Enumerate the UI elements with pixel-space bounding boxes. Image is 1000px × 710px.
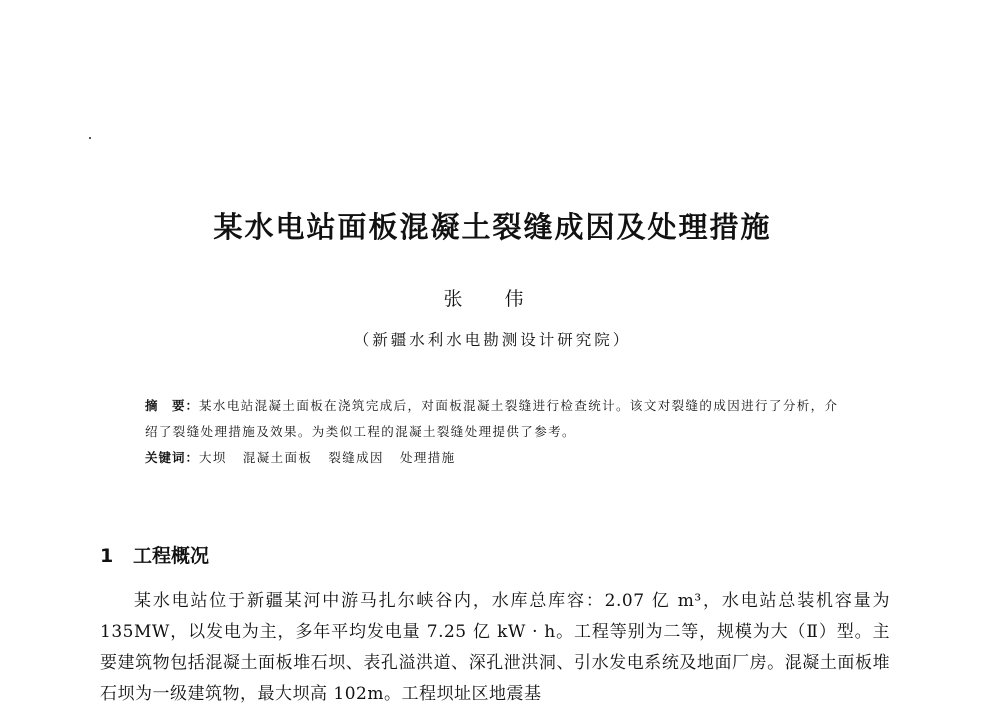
abstract-block	[145, 393, 850, 471]
section-heading	[100, 541, 209, 568]
keyword: 处理措施	[399, 450, 456, 465]
abstract-text: 某水电站混凝土面板在浇筑完成后，对面板混凝土裂缝进行检查统计。该文对裂缝的成因进行了分析，介绍了裂缝处理措施及效果。为类似工程的混凝土裂缝处理提供了参考。	[145, 398, 839, 439]
abstract-label: 摘 要：	[145, 398, 200, 413]
keyword: 大坝	[199, 450, 227, 465]
abstract-paragraph	[145, 393, 850, 445]
body-paragraph: 某水电站位于新疆某河中游马扎尔峡谷内，水库总库容：2.07 亿 m³，水电站总装机容量为 135MW，以发电为主，多年平均发电量 7.25 亿 kW · h。工程等别为二等，规模为大（Ⅱ）型。主要建筑物包括混凝土面板堆石坝、表孔溢洪道、深孔泄洪洞、引水发电系统及地面厂房。混凝土面板堆石坝为一级建筑物，最大坝高 102m。工程坝址区地震基	[100, 591, 890, 704]
section-title: 工程概况	[133, 545, 210, 567]
author-name: 张 伟	[443, 288, 542, 310]
section-number: 1	[100, 545, 114, 567]
author-affiliation: （新疆水利水电勘测设计研究院）	[353, 331, 632, 349]
keywords-line	[145, 445, 850, 471]
keyword: 裂缝成因	[328, 450, 384, 465]
paper-title: 某水电站面板混凝土裂缝成因及处理措施	[213, 210, 772, 244]
keywords-label: 关键词：	[145, 450, 200, 465]
keyword: 混凝土面板	[242, 450, 313, 465]
scan-dot	[89, 137, 91, 139]
